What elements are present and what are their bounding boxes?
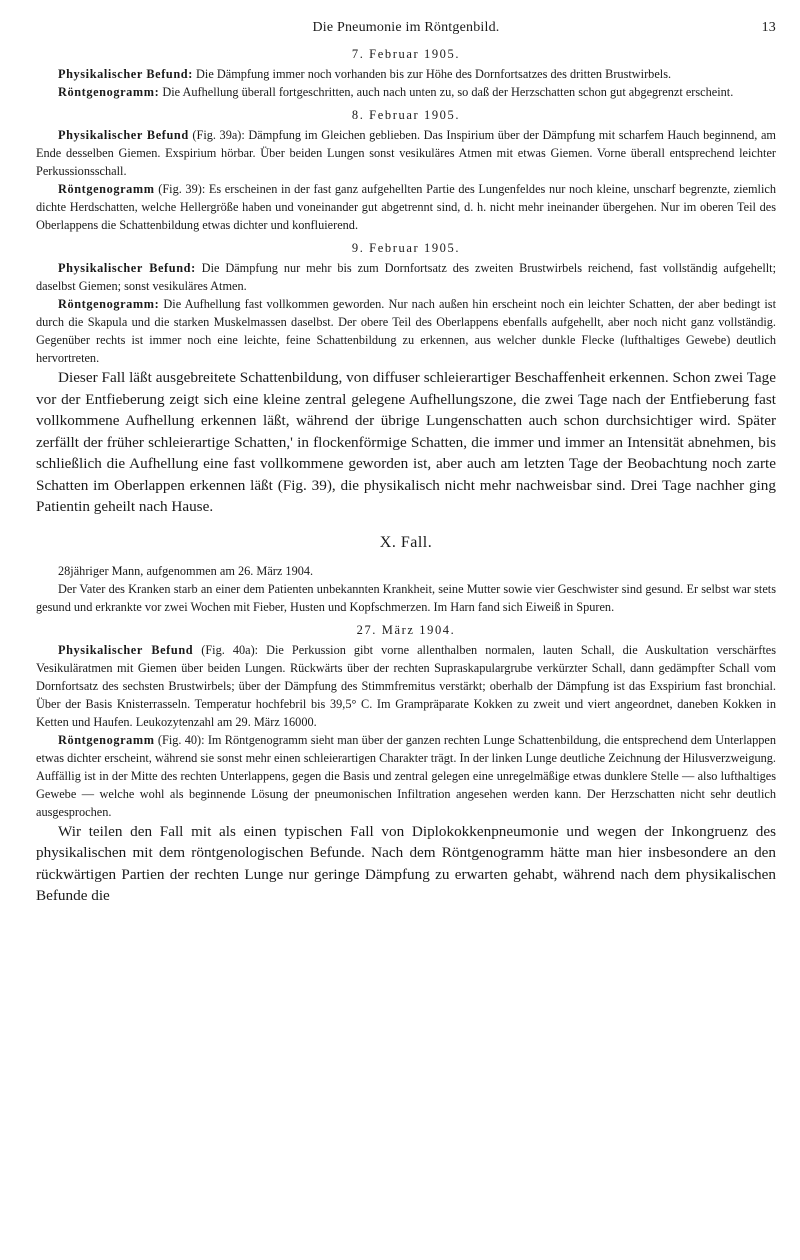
discussion-paragraph: Wir teilen den Fall mit als einen typischen Fall von Diplokokkenpneumonie und wegen der Inkongruenz des physikalischen mit dem röntgenologischen Befunde. Nach dem Röntgenogramm hätte man hier insbesondere an den rückwärtigen Partien der rechten Lunge nur geringe Dämpfung zu erwarten gehabt, während nach dem physikalischen Befunde die (36, 822, 776, 904)
finding-paragraph: Röntgenogramm (Fig. 40): Im Röntgenogramm sieht man über der ganzen rechten Lunge Schattenbildung, die entsprechend dem Unterlappen etwas dichter erscheint, während sie sonst mehr einen schleierartigen Charakter trägt. In der linken Lunge deutliche Zeichnung der Hilusverzweigung. Auffällig ist in der Mitte des rechten Unterlappens, gegen die Basis und zentral gelegen eine unregelmäßige etwas dunklere Stelle — also lufthaltiges Gewebe — welche wohl als beginnende Lösung der pneumonischen Infiltration angesehen werden kann. Der Herzschatten nicht sehr deutlich ausgesprochen. (36, 732, 776, 819)
finding-label: Physikalischer Befund: (58, 67, 193, 81)
finding-paragraph: Röntgenogramm (Fig. 39): Es erscheinen in der fast ganz aufgehellten Partie des Lungenfeldes nur noch kleine, unscharf begrenzte, ziemlich dichte Herdschatten, welche Hellergröße haben und voneinander gut abgetrennt sind, d. h. nicht mehr ineinander übergehen. Nur im oberen Teil des Oberlappens die Schattenbildung etwas dichter und konfluierend. (36, 182, 776, 232)
case-title: X. Fall. (379, 533, 433, 551)
finding-label: Röntgenogramm (58, 182, 155, 196)
finding-paragraph: Physikalischer Befund (Fig. 40a): Die Perkussion gibt vorne allenthalben normalen, lauten Schall, die Auskultation verschärftes Vesikuläratmen mit Giemen über beiden Lungen. Rückwärts über der rechten Supraskapulargrube verkürzter Schall, dann gedämpfter Schall vom Dornfortsatz des sechsten Brustwirbels; über der Dämpfung des Stimmfremitus verstärkt; oberhalb der Dämpfung ist das Exspirium fast bronchial. Über der Basis Knisterrasseln. Temperatur hochfebril bis 39,5° C. Im Grampräparate Kokken zu zweit und viert angeordnet, daneben Kokken in Ketten und Haufen. Leukozytenzahl am 29. März 16000. (36, 642, 776, 729)
entry-date: 7. Februar 1905. (351, 47, 461, 61)
running-header (36, 20, 776, 40)
anamnesis-paragraph: Der Vater des Kranken starb an einer dem Patienten unbekannten Krankheit, seine Mutter sowie vier Geschwister sind gesund. Er selbst war stets gesund und erkrankte vor zwei Wochen mit Fieber, Husten und Kopfschmerzen. Im Harn fand sich Eiweiß in Spuren. (36, 581, 776, 614)
discussion-paragraph: Dieser Fall läßt ausgebreitete Schattenbildung, von diffuser schleierartiger Beschaffenheit erkennen. Schon zwei Tage vor der Entfieberung zeigt sich eine kleine zentral gelegene Aufhellungszone, die zwei Tage nach der Entfieberung fast vollkommene Aufhellung erkennen läßt, während der übrige Lungenschatten auch schon durchsichtiger wird. Später zerfällt der früher schleierartige Schatten,' in flockenförmige Schatten, die immer und immer an Intensität abnehmen, bis schließlich die Aufhellung eine fast vollkommene geworden ist, aber auch am letzten Tage der Beobachtung noch zarte Schatten im Oberlappen erkennen läßt (Fig. 39), die physikalisch nicht mehr nachweisbar sind. Drei Tage nachher ging Patientin geheilt nach Hause. (36, 369, 776, 515)
entry-date: 9. Februar 1905. (351, 241, 461, 255)
finding-label: Röntgenogramm: (58, 297, 160, 311)
finding-label: Röntgenogramm (58, 732, 155, 747)
finding-label: Physikalischer Befund (58, 642, 194, 657)
entry-date: 8. Februar 1905. (351, 108, 461, 122)
anamnesis-paragraph: 28jähriger Mann, aufgenommen am 26. März 1904. (58, 563, 314, 578)
book-page (36, 20, 776, 907)
finding-paragraph: Physikalischer Befund: Die Dämpfung nur mehr bis zum Dornfortsatz des zweiten Brustwirbels reichend, fast vollständig aufgehellt; daselbst Giemen; sonst vesikuläres Atmen. (36, 261, 776, 293)
finding-label: Röntgenogramm: (58, 85, 160, 99)
entry-date: 27. März 1904. (356, 622, 456, 637)
finding-label: Physikalischer Befund: (58, 261, 196, 275)
finding-paragraph: Physikalischer Befund (Fig. 39a): Dämpfung im Gleichen geblieben. Das Inspirium über der Dämpfung mit scharfem Hauch beginnend, am Ende desselben Giemen. Exspirium hörbar. Über beiden Lungen sonst vesikuläres Atmen mit etwas Giemen. Vorne überall entsprechend leichter Perkussionsschall. (36, 128, 776, 178)
finding-paragraph: Physikalischer Befund: Die Dämpfung immer noch vorhanden bis zur Höhe des Dornfortsatzes des dritten Brustwirbels. (58, 67, 672, 81)
page-number: 13 (761, 20, 776, 35)
finding-paragraph: Röntgenogramm: Die Aufhellung fast vollkommen geworden. Nur nach außen hin erscheint noch ein leichter Schatten, der aber bedingt ist durch die Skapula und die starken Muskelmassen daselbst. Der obere Teil des Oberlappens ebenfalls aufgehellt, aber noch nicht ganz vollständig. Gegenüber rechts ist immer noch eine leichte, feine Schattenbildung zu erkennen, aus welcher dunkle Flecke (lufthaltiges Gewebe) deutlich hervortreten. (36, 297, 776, 365)
running-title: Die Pneumonie im Röntgenbild. (312, 20, 500, 35)
finding-paragraph: Röntgenogramm: Die Aufhellung überall fortgeschritten, auch nach unten zu, so daß der Herzschatten schon gut abgegrenzt erscheint. (58, 85, 734, 99)
finding-label: Physikalischer Befund (58, 128, 189, 142)
